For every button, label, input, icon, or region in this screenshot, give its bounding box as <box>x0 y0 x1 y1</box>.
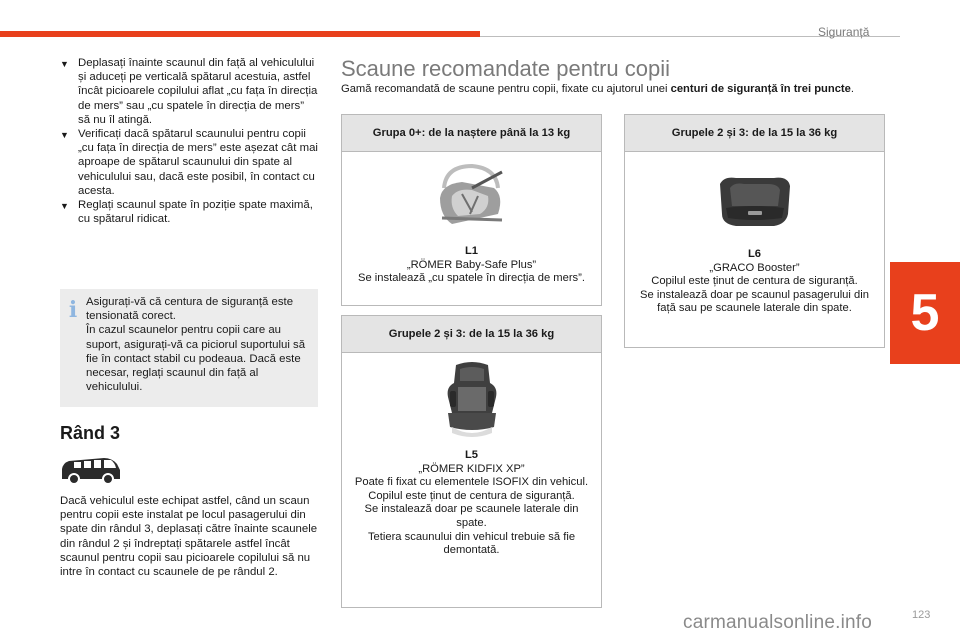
intro-prefix: Gamă recomandată de scaune pentru copii, fixate cu ajutorul unei <box>341 83 671 95</box>
row3-text: Dacă vehiculul este echipat astfel, când un scaun pentru copii este instalat pe locul pasagerului din spate din rândul 3, deplasați către înainte scaunele din rândul 2 și îndreptați spătarele astfel încât scaunul pentru copii sau picioarele copilului să nu intre în contact cu scaunele de pe rândul 2. <box>60 495 318 579</box>
seat-name: „RÖMER KIDFIX XP” <box>418 462 525 475</box>
page-number: 123 <box>912 609 931 621</box>
card-header: Grupa 0+: de la naștere până la 13 kg <box>342 115 601 152</box>
section-label: Siguranță <box>818 25 870 39</box>
chapter-tab[interactable] <box>890 262 960 364</box>
list-item-text: Deplasați înainte scaunul din față al vehiculului și aduceți pe verticală spătarul acestuia, astfel încât picioarele copilului aflat „cu fața în direcția de mers” sau „cu spatele în direcția de mers” să nu îl atingă. <box>78 57 318 126</box>
row3-title: Rând 3 <box>60 423 121 443</box>
info-box <box>60 289 318 407</box>
booster-cushion-image <box>625 152 884 244</box>
card-header: Grupele 2 și 3: de la 15 la 36 kg <box>342 316 601 353</box>
seat-code: L5 <box>464 449 479 461</box>
seat-card-l1 <box>341 114 602 306</box>
seat-card-l5 <box>341 315 602 608</box>
booster-cushion-icon <box>716 174 794 230</box>
booster-seat-backrest-image <box>342 353 601 447</box>
list-item <box>60 56 318 127</box>
watermark[interactable]: carmanualsonline.info <box>683 612 873 633</box>
seat-name: „RÖMER Baby-Safe Plus” <box>406 258 537 271</box>
seat-name: „GRACO Booster” <box>709 261 800 274</box>
infant-carrier-icon <box>432 158 512 236</box>
seat-card-l6 <box>624 114 885 348</box>
info-icon: i <box>68 297 78 323</box>
header-accent-bar <box>0 31 480 37</box>
list-item <box>60 198 318 226</box>
card-header: Grupele 2 și 3: de la 15 la 36 kg <box>625 115 884 152</box>
intro-bold: centuri de siguranță în trei puncte <box>670 83 851 95</box>
seat-code: L6 <box>747 248 762 260</box>
minivan-icon <box>60 455 122 485</box>
list-item-text: Verificați dacă spătarul scaunului pentru copii „cu fața în direcția de mers” este așezat cât mai aproape de spătarul scaunului din spate al vehiculului sau, dacă este posibil, în contact cu acesta. <box>78 128 318 197</box>
page-title: Scaune recomandate pentru copii <box>341 56 670 81</box>
seat-description: Se instalează „cu spatele în direcția de mers”. <box>358 272 585 285</box>
seat-description: Copilul este ținut de centura de siguranță. Se instalează doar pe scaunul pasagerului din față sau pe scaunele laterale din spate. <box>640 275 869 315</box>
chapter-number: 5 <box>910 284 940 342</box>
info-text: Asigurați-vă că centura de siguranță este tensionată corect. În cazul scaunelor pentru copii care au suport, asigurați-vă ca piciorul suportului să fie în contact stabil cu podeaua. Dacă este necesar, reglați scaunul din față al vehiculului. <box>86 296 306 394</box>
arrow-bullet-icon: ▼ <box>60 130 69 141</box>
intro-suffix: . <box>850 83 854 95</box>
intro-text <box>341 82 886 96</box>
list-item-text: Reglați scaunul spate în poziție spate maximă, cu spătarul ridicat. <box>78 199 313 226</box>
booster-seat-icon <box>442 361 502 441</box>
seat-description: Poate fi fixat cu elementele ISOFIX din vehicul. Copilul este ținut de centura de siguranță. Se instalează doar pe scaunele laterale din spate. Tetiera scaunului din vehicul trebuie să fie demontată. <box>354 476 589 557</box>
arrow-bullet-icon: ▼ <box>60 59 69 69</box>
list-item <box>60 127 318 198</box>
seat-code: L1 <box>464 245 479 257</box>
instruction-list <box>60 56 318 226</box>
arrow-bullet-icon: ▼ <box>60 201 69 212</box>
infant-carrier-image <box>342 152 601 242</box>
